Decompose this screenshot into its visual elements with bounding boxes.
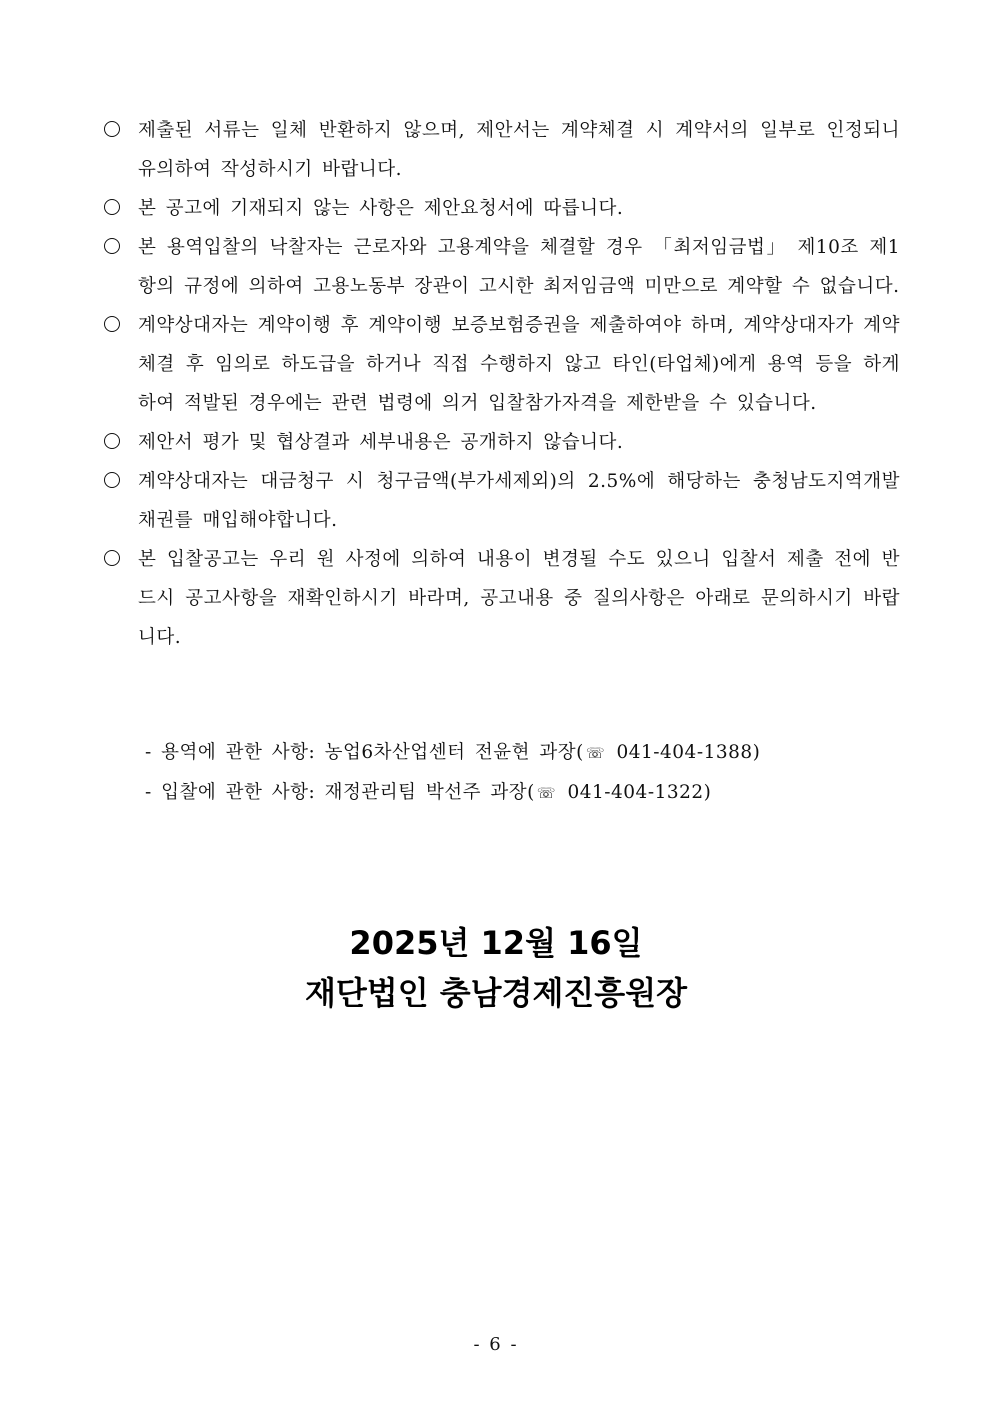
circle-bullet-icon [104,238,120,254]
notice-text: 계약상대자는 대금청구 시 청구금액(부가세제외)의 2.5%에 해당하는 충청남도지역개발 채권를 매입해야합니다. [138,471,900,531]
circle-bullet-icon [104,550,120,566]
circle-bullet-icon [104,199,120,215]
circle-bullet-icon [104,433,120,449]
notice-text: 본 입찰공고는 우리 원 사정에 의하여 내용이 변경될 수도 있으니 입찰서 제출 전에 반드시 공고사항을 재확인하시기 바라며, 공고내용 중 질의사항은 아래로 문의하시기 바랍니다. [138,549,900,648]
closing-organization: 재단법인 충남경제진흥원장 [304,974,688,1012]
circle-bullet-icon [104,316,120,332]
notice-text: 본 용역입찰의 낙찰자는 근로자와 고용계약을 체결할 경우 「최저임금법」 제10조 제1항의 규정에 의하여 고용노동부 장관이 고시한 최저임금액 미만으로 계약할 수 없습니다. [138,237,900,297]
notice-text: 제출된 서류는 일체 반환하지 않으며, 제안서는 계약체결 시 계약서의 일부로 인정되니 유의하여 작성하시기 바랍니다. [138,120,900,180]
contact-label: - 용역에 관한 사항: 농업6차산업센터 전윤현 과장( [145,742,584,763]
notice-item [104,189,900,228]
circle-bullet-icon [104,472,120,488]
notice-item [104,423,900,462]
notice-item [104,306,900,423]
page-number: - 6 - [473,1334,519,1355]
notice-item [104,228,900,306]
notice-item [104,540,900,657]
phone-icon: ☏ [536,784,557,802]
contact-bidding [145,773,905,813]
contact-service [145,733,905,773]
contact-phone: 041-404-1322) [558,782,712,803]
notice-item [104,462,900,540]
contact-list [145,733,905,813]
notice-item [104,111,900,189]
notice-text: 제안서 평가 및 협상결과 세부내용은 공개하지 않습니다. [138,432,624,453]
notice-text: 계약상대자는 계약이행 후 계약이행 보증보험증권을 제출하여야 하며, 계약상대자가 계약체결 후 임의로 하도급을 하거나 직접 수행하지 않고 타인(타업체)에게 용역 등을 하게 하여 적발된 경우에는 관련 법령에 의거 입찰참가자격을 제한받을 수 있습니다. [138,315,900,414]
contact-label: - 입찰에 관한 사항: 재정관리팀 박선주 과장( [145,782,535,803]
phone-icon: ☏ [585,744,606,762]
closing-date: 2025년 12월 16일 [349,924,643,962]
circle-bullet-icon [104,121,120,137]
notice-text: 본 공고에 기재되지 않는 사항은 제안요청서에 따릅니다. [138,198,624,219]
contact-phone: 041-404-1388) [607,742,761,763]
notice-list [104,111,900,657]
